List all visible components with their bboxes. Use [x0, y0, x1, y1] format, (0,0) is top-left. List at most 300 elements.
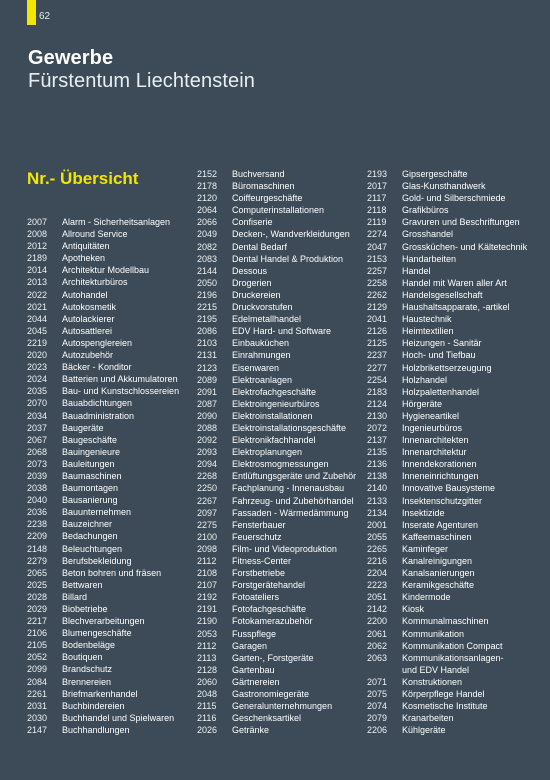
index-entry — [27, 458, 179, 470]
index-entry — [197, 241, 356, 253]
index-entry — [27, 543, 179, 555]
index-entry — [27, 313, 179, 325]
entry-code: 2025 — [27, 579, 48, 590]
entry-code: 2038 — [27, 483, 48, 494]
entry-label: Bedachungen — [62, 531, 118, 542]
entry-code: 2116 — [197, 713, 217, 724]
entry-code: 2037 — [27, 422, 48, 433]
entry-label: Bäcker - Konditor — [62, 362, 132, 373]
entry-code: 2147 — [27, 724, 48, 735]
entry-label: Architekturbüros — [62, 277, 128, 288]
entry-code: 2106 — [27, 628, 48, 639]
index-entry — [197, 555, 356, 567]
entry-label: Dental Bedarf — [232, 241, 288, 252]
entry-code: 2097 — [197, 507, 218, 518]
entry-code: 2135 — [367, 447, 388, 458]
entry-label: Autospenglereien — [62, 337, 133, 348]
entry-label: Garagen — [232, 640, 268, 651]
index-entry — [367, 192, 527, 204]
entry-code: 2070 — [27, 398, 48, 409]
index-entry — [367, 289, 527, 301]
entry-label: Grosshandel — [402, 229, 454, 240]
entry-code: 2091 — [197, 386, 218, 397]
entry-label: Dental Handel & Produktion — [232, 253, 344, 264]
index-entry — [197, 180, 356, 192]
entry-label: Apotheken — [62, 253, 106, 264]
entry-code: 2072 — [367, 422, 388, 433]
index-entry — [197, 434, 356, 446]
entry-code: 2129 — [367, 302, 388, 313]
index-entry — [367, 434, 527, 446]
entry-label: Einrahmungen — [232, 350, 291, 361]
entry-code: 2013 — [27, 277, 48, 288]
entry-code: 2089 — [197, 374, 218, 385]
entry-label: Kanalreinigungen — [402, 556, 473, 566]
index-entry — [197, 422, 356, 434]
index-entry — [367, 676, 527, 688]
entry-label: Autosattlerei — [62, 325, 113, 336]
index-entry — [27, 434, 179, 446]
entry-label: Buchbindereien — [62, 700, 125, 711]
index-entry — [367, 422, 527, 434]
index-entry — [197, 543, 356, 555]
entry-code: 2195 — [197, 314, 218, 325]
entry-code: 2200 — [367, 616, 388, 627]
index-entry — [367, 446, 527, 458]
index-entry — [197, 615, 356, 627]
entry-code: 2268 — [197, 471, 218, 482]
index-entry — [367, 349, 527, 361]
index-entry — [27, 373, 179, 385]
index-entry — [367, 410, 527, 422]
entry-code: 2008 — [27, 229, 48, 240]
index-entry — [367, 362, 527, 374]
page-subtitle: Fürstentum Liechtenstein — [28, 70, 255, 92]
entry-code: 2189 — [27, 253, 48, 264]
index-entry — [197, 337, 356, 349]
entry-code: 2206 — [367, 725, 388, 736]
entry-label: Generalunternehmungen — [232, 701, 333, 712]
index-entry — [197, 700, 356, 712]
entry-label: Glas-Kunsthandwerk — [402, 181, 486, 192]
entry-code: 2088 — [197, 422, 218, 433]
index-entry — [27, 555, 179, 567]
entry-label: Antiquitäten — [62, 241, 110, 252]
entry-label: Feuerschutz — [232, 531, 282, 542]
entry-label: Innenarchitektur — [402, 447, 467, 458]
entry-label: Baugeräte — [62, 422, 104, 433]
index-entry — [367, 253, 527, 265]
entry-label: Kiosk — [402, 604, 425, 615]
entry-code: 2219 — [27, 337, 48, 348]
index-entry — [197, 579, 356, 591]
index-entry — [367, 180, 527, 192]
entry-label: Kommunalmaschinen — [402, 616, 489, 627]
entry-label: Heimtextilien — [402, 326, 454, 337]
index-entry — [27, 252, 179, 264]
index-entry — [197, 688, 356, 700]
index-entry — [27, 530, 179, 542]
entry-label: Allround Service — [62, 229, 128, 240]
entry-code: 2039 — [27, 470, 48, 481]
index-entry — [27, 216, 179, 228]
index-entry — [367, 579, 527, 591]
entry-label: Getränke — [232, 725, 270, 736]
index-column-1 — [27, 216, 179, 736]
entry-label: Bauingenieure — [62, 446, 121, 457]
index-entry — [367, 277, 527, 289]
entry-label: Bodenbeläge — [62, 640, 116, 651]
entry-code: 2144 — [197, 265, 218, 276]
entry-label: Keramikgeschäfte — [402, 580, 475, 591]
entry-code: 2022 — [27, 289, 48, 300]
entry-code: 2062 — [367, 640, 388, 651]
entry-code: 2152 — [197, 169, 218, 179]
entry-label: Baumontagen — [62, 483, 119, 494]
entry-code: 2133 — [367, 495, 388, 506]
entry-code: 2131 — [197, 350, 218, 361]
index-entry — [367, 325, 527, 337]
entry-label: Boutiquen — [62, 652, 103, 663]
entry-code: 2190 — [197, 616, 218, 627]
entry-label: Bauabdichtungen — [62, 398, 133, 409]
entry-label: Druckereien — [232, 289, 281, 300]
entry-code: 2125 — [367, 338, 388, 349]
entry-code: 2052 — [27, 652, 48, 663]
index-entry — [197, 628, 356, 640]
entry-code: 2084 — [27, 676, 48, 687]
entry-code: 2148 — [27, 543, 48, 554]
index-entry — [367, 615, 527, 627]
index-entry — [197, 603, 356, 615]
index-entry — [197, 470, 356, 482]
index-entry — [197, 591, 356, 603]
entry-label: Gärtnereien — [232, 676, 280, 687]
entry-code: 2267 — [197, 495, 218, 506]
entry-label: Elektrofachgeschäfte — [232, 386, 317, 397]
page-number: 62 — [39, 11, 51, 22]
index-entry — [27, 712, 179, 724]
index-entry — [367, 688, 527, 700]
entry-code: 2118 — [367, 205, 387, 216]
entry-code: 2029 — [27, 604, 48, 614]
entry-code: 2066 — [197, 217, 218, 228]
index-entry — [27, 494, 179, 506]
entry-code: 2178 — [197, 181, 218, 192]
index-entry — [367, 724, 527, 736]
entry-label: Drogerien — [232, 277, 272, 288]
entry-code: 2092 — [197, 435, 218, 446]
entry-label: Haushaltsapparate, -artikel — [402, 302, 510, 313]
entry-code: 2012 — [27, 241, 48, 252]
entry-code: 2017 — [367, 181, 388, 192]
entry-label: Briefmarkenhandel — [62, 688, 138, 699]
entry-code: 2044 — [27, 313, 48, 324]
entry-code: 2036 — [27, 507, 48, 518]
entry-label: Elektroplanungen — [232, 447, 303, 458]
entry-code: 2090 — [197, 410, 218, 421]
index-entry — [367, 313, 527, 325]
entry-code: 2094 — [197, 459, 218, 470]
index-entry — [27, 361, 179, 373]
entry-label: Fassaden - Wärmedämmung — [232, 507, 349, 518]
entry-code: 2065 — [27, 567, 48, 578]
index-entry — [367, 398, 527, 410]
entry-code: 2040 — [27, 495, 48, 506]
entry-label: Entlüftungsgeräte und Zubehör — [232, 471, 357, 482]
index-entry — [27, 337, 179, 349]
entry-code: 2049 — [197, 229, 218, 240]
entry-code: 2034 — [27, 410, 48, 421]
entry-label: Architektur Modellbau — [62, 265, 150, 276]
entry-label: Film- und Videoproduktion — [232, 543, 337, 554]
index-entry — [197, 567, 356, 579]
entry-label: Insektenschutzgitter — [402, 495, 483, 506]
entry-code: 2142 — [367, 604, 388, 615]
entry-label: Elektroinstallationsgeschäfte — [232, 422, 347, 433]
entry-label: Holzpalettenhandel — [402, 386, 480, 397]
index-entry — [27, 518, 179, 530]
index-entry — [27, 349, 179, 361]
entry-code: 2130 — [367, 410, 388, 421]
index-entry — [367, 458, 527, 470]
index-entry — [197, 676, 356, 688]
entry-label: Haustechnik — [402, 314, 452, 325]
entry-label: EDV Hard- und Software — [232, 326, 332, 337]
index-entry — [27, 591, 179, 603]
index-entry — [197, 398, 356, 410]
index-entry — [367, 591, 527, 603]
entry-code: 2216 — [367, 556, 388, 566]
entry-code: 2067 — [27, 434, 48, 445]
index-entry — [27, 301, 179, 313]
entry-label: Kaminfeger — [402, 543, 449, 554]
entry-code: 2140 — [367, 483, 388, 494]
entry-code: 2014 — [27, 265, 48, 276]
entry-code: 2021 — [27, 301, 48, 312]
index-entry — [197, 712, 356, 724]
index-entry — [27, 276, 179, 288]
entry-code: 2048 — [197, 689, 218, 700]
entry-code: 2136 — [367, 459, 388, 470]
index-entry — [367, 228, 527, 240]
index-entry — [27, 422, 179, 434]
entry-code: 2073 — [27, 458, 48, 469]
entry-label: Heizungen - Sanitär — [402, 338, 482, 349]
index-entry — [367, 700, 527, 712]
entry-label: Elektroanlagen — [232, 374, 293, 385]
index-entry — [197, 507, 356, 519]
entry-code: 2063 — [367, 652, 388, 663]
index-entry — [367, 482, 527, 494]
entry-label: Beleuchtungen — [62, 543, 123, 554]
entry-label: Fensterbauer — [232, 519, 286, 530]
entry-code: 2050 — [197, 277, 218, 288]
entry-code: 2277 — [367, 362, 388, 373]
entry-code: 2093 — [197, 447, 218, 458]
entry-code: 2196 — [197, 289, 218, 300]
entry-label: Elektrosmogmessungen — [232, 459, 329, 470]
entry-code: 2031 — [27, 700, 48, 711]
index-entry — [27, 240, 179, 252]
entry-code: 2183 — [367, 386, 388, 397]
index-entry — [367, 640, 527, 652]
entry-code: 2045 — [27, 325, 48, 336]
index-entry — [197, 289, 356, 301]
index-entry — [27, 446, 179, 458]
entry-label: Kühlgeräte — [402, 725, 446, 736]
entry-code: 2051 — [367, 592, 388, 603]
index-entry — [197, 313, 356, 325]
index-entry — [197, 724, 356, 736]
index-entry — [197, 216, 356, 228]
entry-label: Inneneinrichtungen — [402, 471, 479, 482]
entry-code: 2237 — [367, 350, 388, 361]
entry-label: Innenarchitekten — [402, 435, 469, 446]
entry-label: Innovative Bausysteme — [402, 483, 496, 494]
entry-code: 2053 — [197, 628, 218, 639]
entry-label: Buchhandlungen — [62, 724, 130, 735]
entry-code: 2138 — [367, 471, 388, 482]
index-entry — [367, 470, 527, 482]
index-entry — [367, 386, 527, 398]
index-entry — [197, 325, 356, 337]
entry-code: 2103 — [197, 338, 218, 349]
entry-code: 2087 — [197, 398, 218, 409]
entry-code: 2279 — [27, 555, 48, 566]
entry-code: 2254 — [367, 374, 388, 385]
entry-label: Blumengeschäfte — [62, 628, 132, 639]
entry-code: 2068 — [27, 446, 48, 457]
page-tab-marker — [27, 0, 36, 25]
entry-code: 2215 — [197, 302, 218, 313]
entry-label: Insektizide — [402, 507, 445, 518]
index-entry — [197, 301, 356, 313]
entry-label: Autolackierer — [62, 313, 115, 324]
entry-label: Brandschutz — [62, 664, 113, 675]
entry-label: Bausanierung — [62, 495, 118, 506]
entry-code: 2204 — [367, 568, 388, 579]
entry-label: Bauadministration — [62, 410, 135, 421]
index-entry — [27, 579, 179, 591]
entry-code: 2274 — [367, 229, 388, 240]
entry-label: Bauzeichner — [62, 519, 113, 530]
entry-label: Gipsergeschäfte — [402, 169, 468, 179]
entry-code: 2064 — [197, 205, 218, 216]
entry-code: 2098 — [197, 543, 218, 554]
entry-label: Hörgeräte — [402, 398, 443, 409]
entry-label: Handelsgesellschaft — [402, 289, 483, 300]
entry-code: 2074 — [367, 701, 388, 712]
index-entry — [27, 482, 179, 494]
entry-label: Konstruktionen — [402, 676, 463, 687]
entry-label: Bauleitungen — [62, 458, 115, 469]
entry-label: Gartenbau — [232, 664, 275, 675]
entry-label: Billard — [62, 591, 88, 602]
entry-label: Bettwaren — [62, 579, 103, 590]
index-entry — [27, 410, 179, 422]
entry-code: 2257 — [367, 265, 388, 276]
index-entry — [367, 168, 527, 180]
index-entry — [27, 724, 179, 736]
entry-code: 2075 — [367, 689, 388, 700]
entry-code: 2193 — [367, 169, 388, 179]
entry-label: Eisenwaren — [232, 362, 280, 373]
entry-code: 2262 — [367, 289, 388, 300]
index-entry — [197, 265, 356, 277]
entry-label: Batterien und Akkumulatoren — [62, 374, 178, 385]
entry-label: Handel mit Waren aller Art — [402, 277, 507, 288]
index-entry — [197, 386, 356, 398]
entry-code: 2026 — [197, 725, 218, 736]
entry-label: Autokosmetik — [62, 301, 117, 312]
page-title: Gewerbe — [28, 47, 114, 69]
entry-label: Kindermode — [402, 592, 451, 603]
index-entry — [27, 663, 179, 675]
entry-label: Gastronomiegeräte — [232, 689, 310, 700]
entry-label: Kommunikation Compact — [402, 640, 503, 651]
entry-label: Coiffeurgeschäfte — [232, 193, 303, 204]
index-entry — [27, 700, 179, 712]
entry-label: Berufsbekleidung — [62, 555, 132, 566]
index-entry — [367, 337, 527, 349]
entry-label: Forstbetriebe — [232, 568, 286, 579]
entry-label: Körperpflege Handel — [402, 689, 485, 700]
entry-label: Gold- und Silberschmiede — [402, 193, 506, 204]
section-title: Nr.- Übersicht — [27, 169, 139, 188]
index-entry — [27, 289, 179, 301]
entry-code: 2258 — [367, 277, 388, 288]
entry-label: Fotokamerazubehör — [232, 616, 313, 627]
index-entry — [197, 168, 356, 180]
entry-label: Grafikbüros — [402, 205, 449, 216]
entry-code: 2108 — [197, 568, 218, 579]
entry-label: Fitness-Center — [232, 556, 292, 566]
entry-label: Büromaschinen — [232, 181, 295, 192]
entry-label: Kaffeemaschinen — [402, 531, 472, 542]
index-entry — [197, 253, 356, 265]
entry-label: Fotofachgeschäfte — [232, 604, 307, 615]
entry-code: 2047 — [367, 241, 388, 252]
index-entry — [367, 519, 527, 531]
index-entry — [197, 652, 356, 664]
entry-label: Grossküchen- und Kältetechnik — [402, 241, 528, 252]
entry-label: Einbauküchen — [232, 338, 290, 349]
entry-label: Innendekorationen — [402, 459, 477, 470]
entry-code: 2112 — [197, 640, 217, 651]
entry-code: 2265 — [367, 543, 388, 554]
index-entry — [27, 651, 179, 663]
index-entry — [197, 519, 356, 531]
entry-label: Baugeschäfte — [62, 434, 118, 445]
index-entry — [367, 567, 527, 579]
entry-code: 2030 — [27, 712, 48, 723]
index-entry — [197, 458, 356, 470]
entry-code: 2105 — [27, 640, 48, 651]
index-entry — [27, 615, 179, 627]
entry-code: 2035 — [27, 386, 48, 397]
index-entry — [27, 603, 179, 615]
entry-code: 2107 — [197, 580, 218, 591]
index-entry — [367, 603, 527, 615]
entry-code: 2055 — [367, 531, 388, 542]
index-entry — [367, 507, 527, 519]
entry-label: Fahrzeug- und Zubehörhandel — [232, 495, 354, 506]
entry-code: 2023 — [27, 362, 48, 373]
entry-code: 2217 — [27, 616, 48, 627]
entry-code: 2086 — [197, 326, 218, 337]
entry-code: 2117 — [367, 193, 387, 204]
